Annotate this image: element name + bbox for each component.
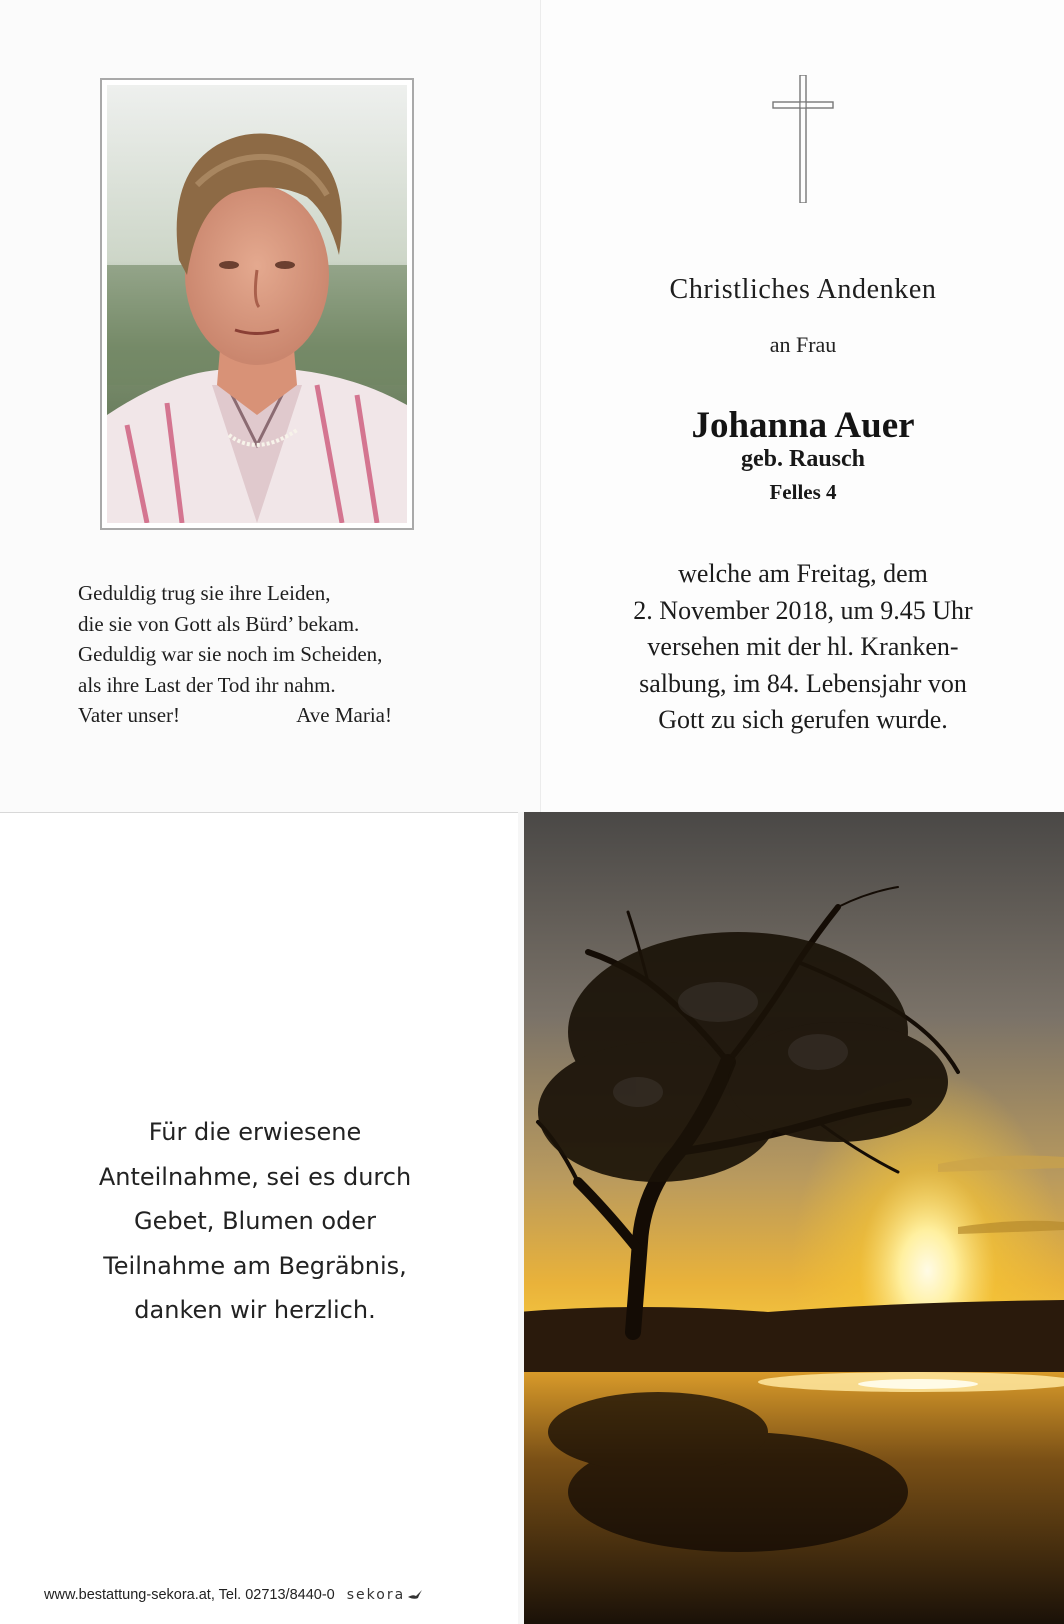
sunset-photo xyxy=(518,812,1064,1624)
thanks-line: danken wir herzlich. xyxy=(134,1296,376,1324)
notice-line: salbung, im 84. Lebensjahr von xyxy=(639,668,967,698)
portrait-panel xyxy=(0,0,540,812)
footer-contact: www.bestattung-sekora.at, Tel. 02713/8440-0 xyxy=(44,1587,335,1603)
brand-name: sekora xyxy=(346,1587,406,1603)
thanks-text xyxy=(40,1110,470,1333)
maiden-name: geb. Rausch xyxy=(740,446,866,472)
memorial-subheading: an Frau xyxy=(769,332,837,357)
poem-line: als ihre Last der Tod ihr nahm. xyxy=(78,672,336,697)
bird-icon xyxy=(407,1589,423,1601)
death-notice xyxy=(581,556,1025,739)
brand-logo xyxy=(347,1587,423,1603)
thanks-line: Anteilnahme, sei es durch xyxy=(98,1162,412,1191)
prayer-line xyxy=(78,700,392,731)
address: Felles 4 xyxy=(769,480,837,504)
thanks-line: Für die erwiesene xyxy=(148,1118,362,1146)
poem-line: Geduldig trug sie ihre Leiden, xyxy=(78,581,331,605)
deceased-name: Johanna Auer xyxy=(691,405,915,446)
notice-line: welche am Freitag, dem xyxy=(678,559,928,588)
prayer-right: Ave Maria! xyxy=(296,703,392,727)
memorial-panel xyxy=(540,0,1064,812)
thanks-line: Teilnahme am Begräbnis, xyxy=(103,1251,407,1280)
poem xyxy=(78,578,438,731)
footer xyxy=(44,1587,423,1603)
memorial-heading: Christliches Andenken xyxy=(669,274,937,305)
portrait-photo xyxy=(100,78,414,530)
notice-line: Gott zu sich gerufen wurde. xyxy=(658,705,948,734)
notice-line: versehen mit der hl. Kranken- xyxy=(647,632,959,661)
poem-line: die sie von Gott als Bürd’ bekam. xyxy=(78,611,360,636)
prayer-left: Vater unser! xyxy=(78,703,181,727)
sunset-image xyxy=(518,812,1064,1624)
thanks-line: Gebet, Blumen oder xyxy=(134,1207,376,1235)
portrait-image xyxy=(107,85,407,523)
notice-line: 2. November 2018, um 9.45 Uhr xyxy=(633,595,973,625)
poem-line: Geduldig war sie noch im Scheiden, xyxy=(78,642,383,666)
cross-icon xyxy=(771,75,835,203)
